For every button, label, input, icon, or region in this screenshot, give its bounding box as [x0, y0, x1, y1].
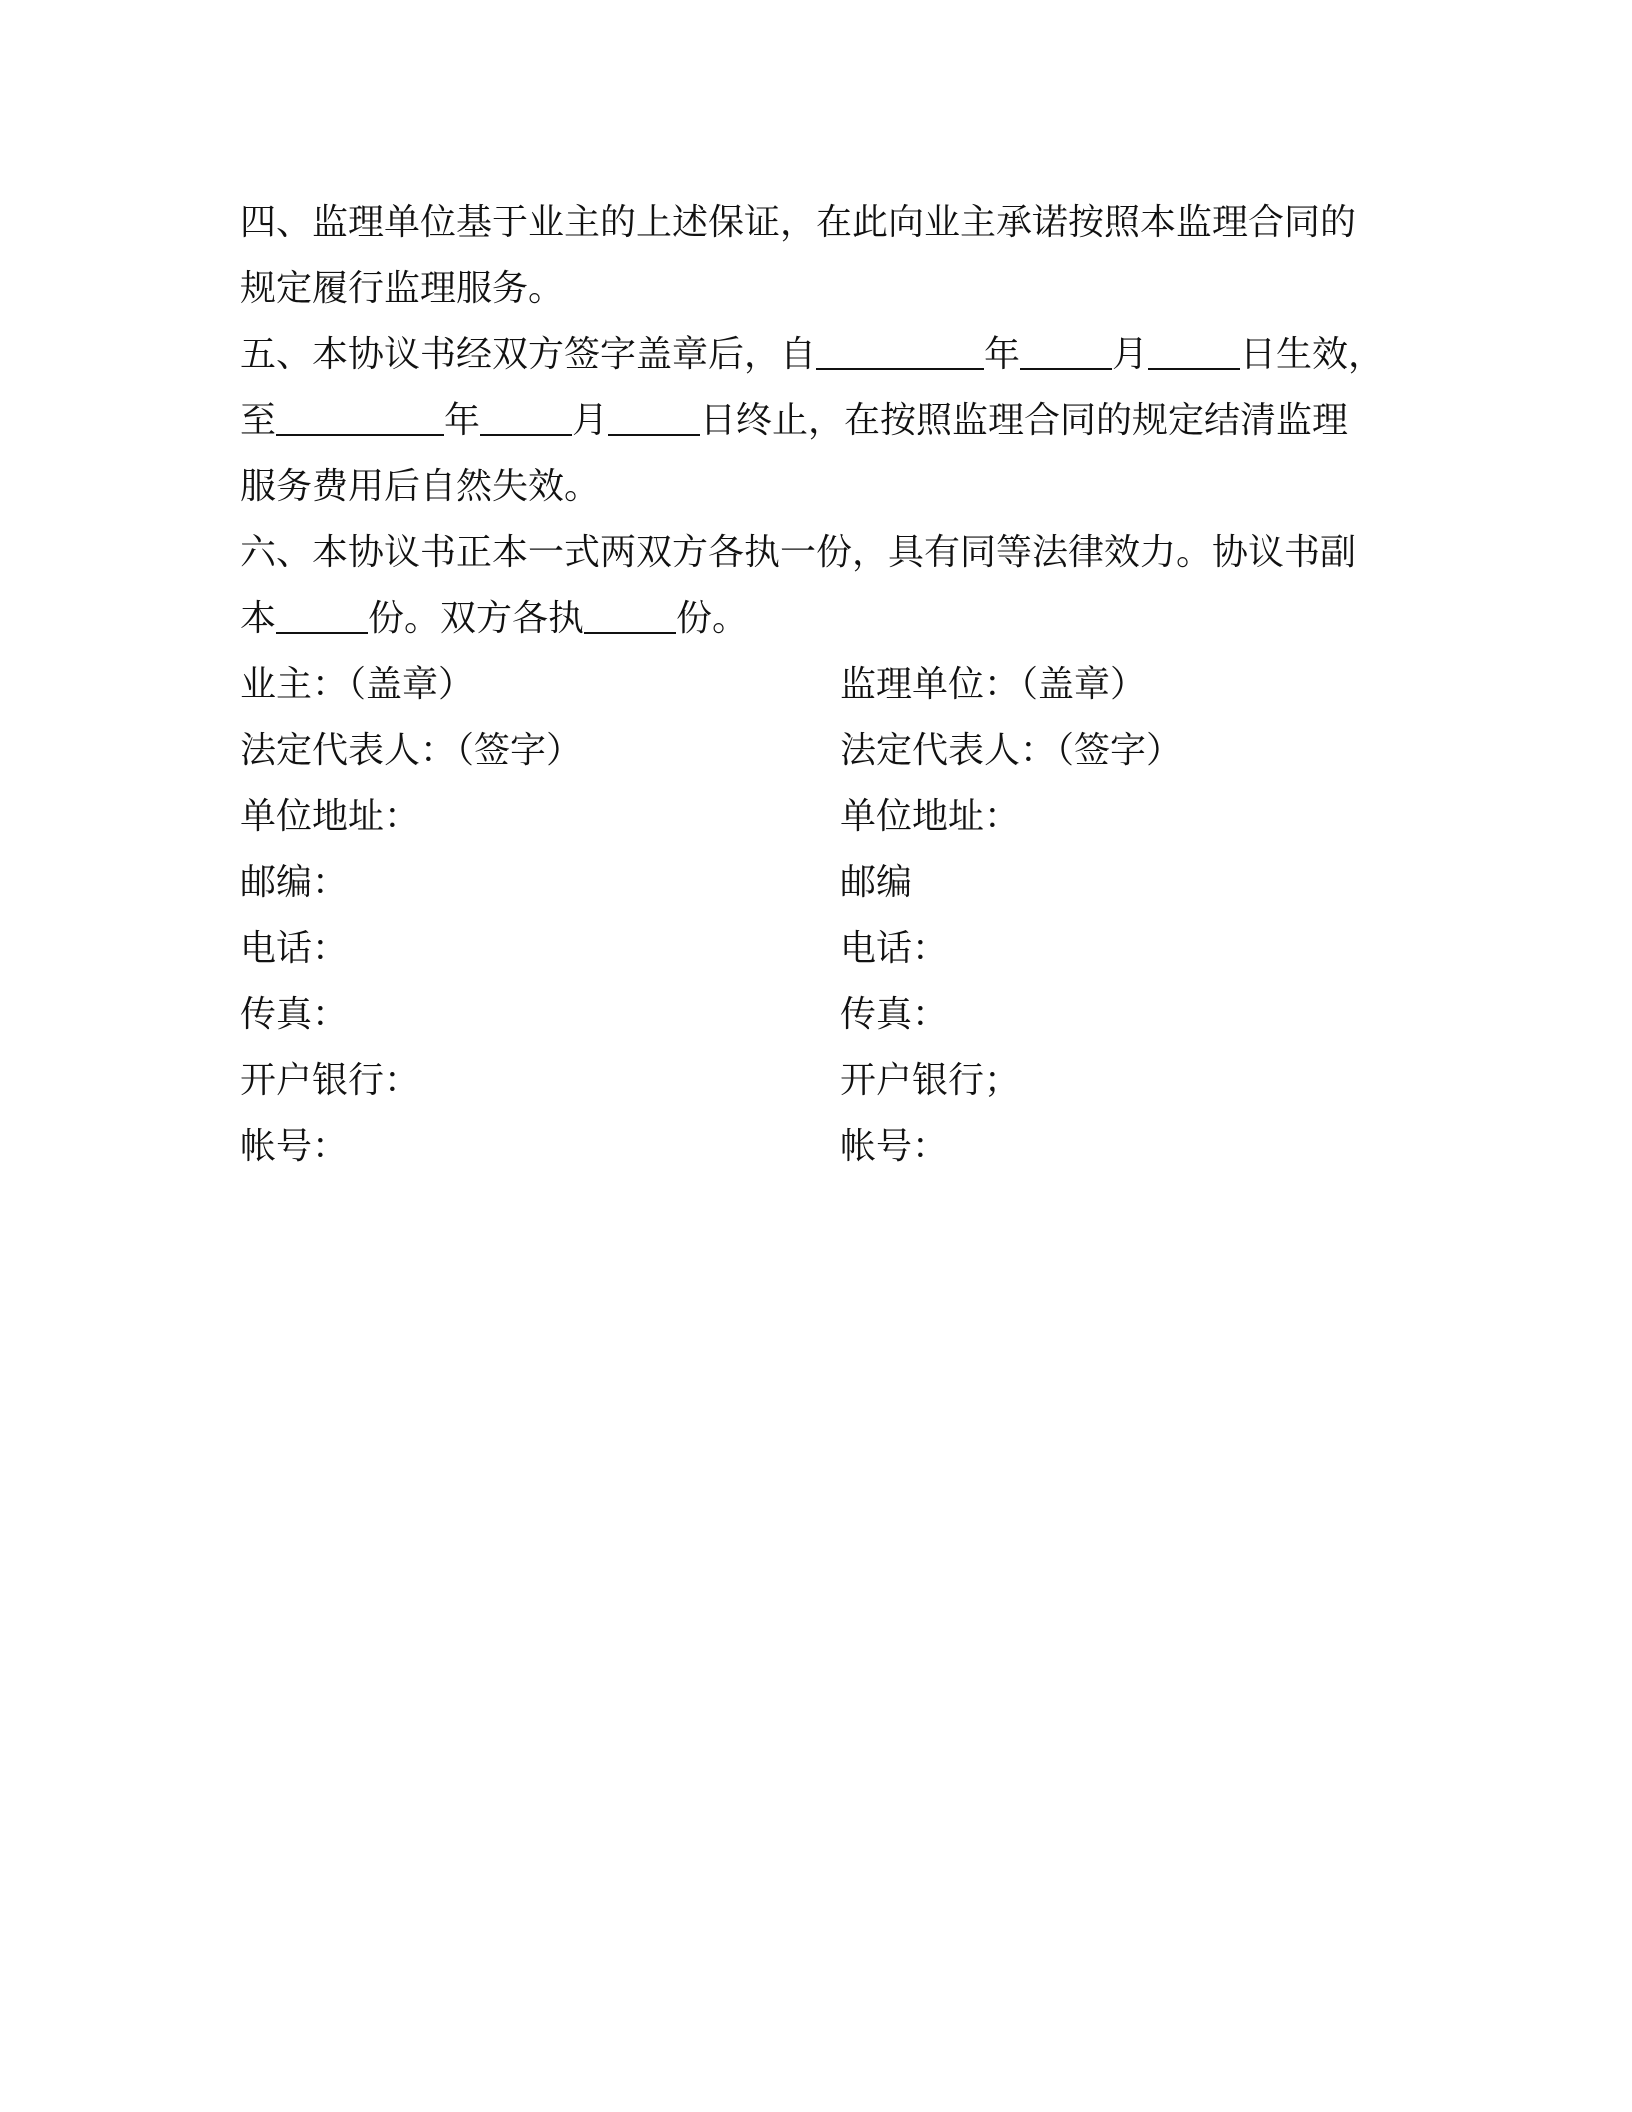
copies-blank	[276, 588, 368, 634]
month-label: 月	[572, 400, 609, 441]
end-year-blank	[276, 390, 444, 436]
owner-address-label: 单位地址：	[240, 796, 421, 837]
clause-5-intro: 五、本协议书经双方签字盖章后，自	[240, 334, 817, 375]
end-month-blank	[480, 390, 572, 436]
signature-row-representative	[240, 718, 1400, 784]
signature-row-bank	[240, 1048, 1400, 1114]
signature-row-phone	[240, 916, 1400, 982]
signature-row-seal	[240, 652, 1400, 718]
start-day-blank	[1148, 324, 1240, 370]
owner-seal-label: 业主：（盖章）	[240, 664, 475, 705]
clause-5-line-2	[240, 388, 1400, 454]
each-holds-label: 份。双方各执	[368, 598, 585, 639]
signature-row-address	[240, 784, 1400, 850]
start-year-blank	[816, 324, 984, 370]
clause-4-line-2: 规定履行监理服务。	[240, 268, 565, 309]
termination-text: 日终止，在按照监理合同的规定结清监理	[700, 400, 1349, 441]
copies-label: 本	[240, 598, 277, 639]
owner-bank-label: 开户银行：	[240, 1060, 421, 1101]
supervisor-postcode-label: 邮编	[840, 862, 913, 903]
owner-account-label: 帐号：	[240, 1126, 349, 1167]
agreement-content	[240, 190, 1400, 1180]
clause-6-line-1: 六、本协议书正本一式两双方各执一份，具有同等法律效力。协议书副	[240, 532, 1357, 573]
clause-6-line-2	[240, 586, 1400, 652]
supervisor-address-label: 单位地址：	[840, 796, 1021, 837]
supervisor-account-label: 帐号：	[840, 1126, 949, 1167]
until-label: 至	[240, 400, 277, 441]
clause-5-line-1	[240, 322, 1400, 388]
owner-postcode-label: 邮编：	[240, 862, 349, 903]
signature-row-fax	[240, 982, 1400, 1048]
copies-end-label: 份。	[676, 598, 749, 639]
clause-5-line-3: 服务费用后自然失效。	[240, 466, 601, 507]
start-month-blank	[1020, 324, 1112, 370]
signature-row-postcode	[240, 850, 1400, 916]
year-label: 年	[984, 334, 1021, 375]
clause-4-line-1: 四、监理单位基于业主的上述保证，在此向业主承诺按照本监理合同的	[240, 202, 1357, 243]
owner-fax-label: 传真：	[240, 994, 349, 1035]
supervisor-seal-label: 监理单位：（盖章）	[840, 664, 1147, 705]
owner-phone-label: 电话：	[240, 928, 349, 969]
supervisor-representative-label: 法定代表人：（签字）	[840, 730, 1183, 771]
year-label: 年	[444, 400, 481, 441]
signature-row-account	[240, 1114, 1400, 1180]
month-label: 月	[1112, 334, 1149, 375]
supervisor-phone-label: 电话：	[840, 928, 949, 969]
end-day-blank	[608, 390, 700, 436]
each-holds-blank	[584, 588, 676, 634]
supervisor-bank-label: 开户银行；	[840, 1060, 1021, 1101]
supervisor-fax-label: 传真：	[840, 994, 949, 1035]
owner-representative-label: 法定代表人：（签字）	[240, 730, 583, 771]
effective-label: 日生效，	[1240, 334, 1385, 375]
